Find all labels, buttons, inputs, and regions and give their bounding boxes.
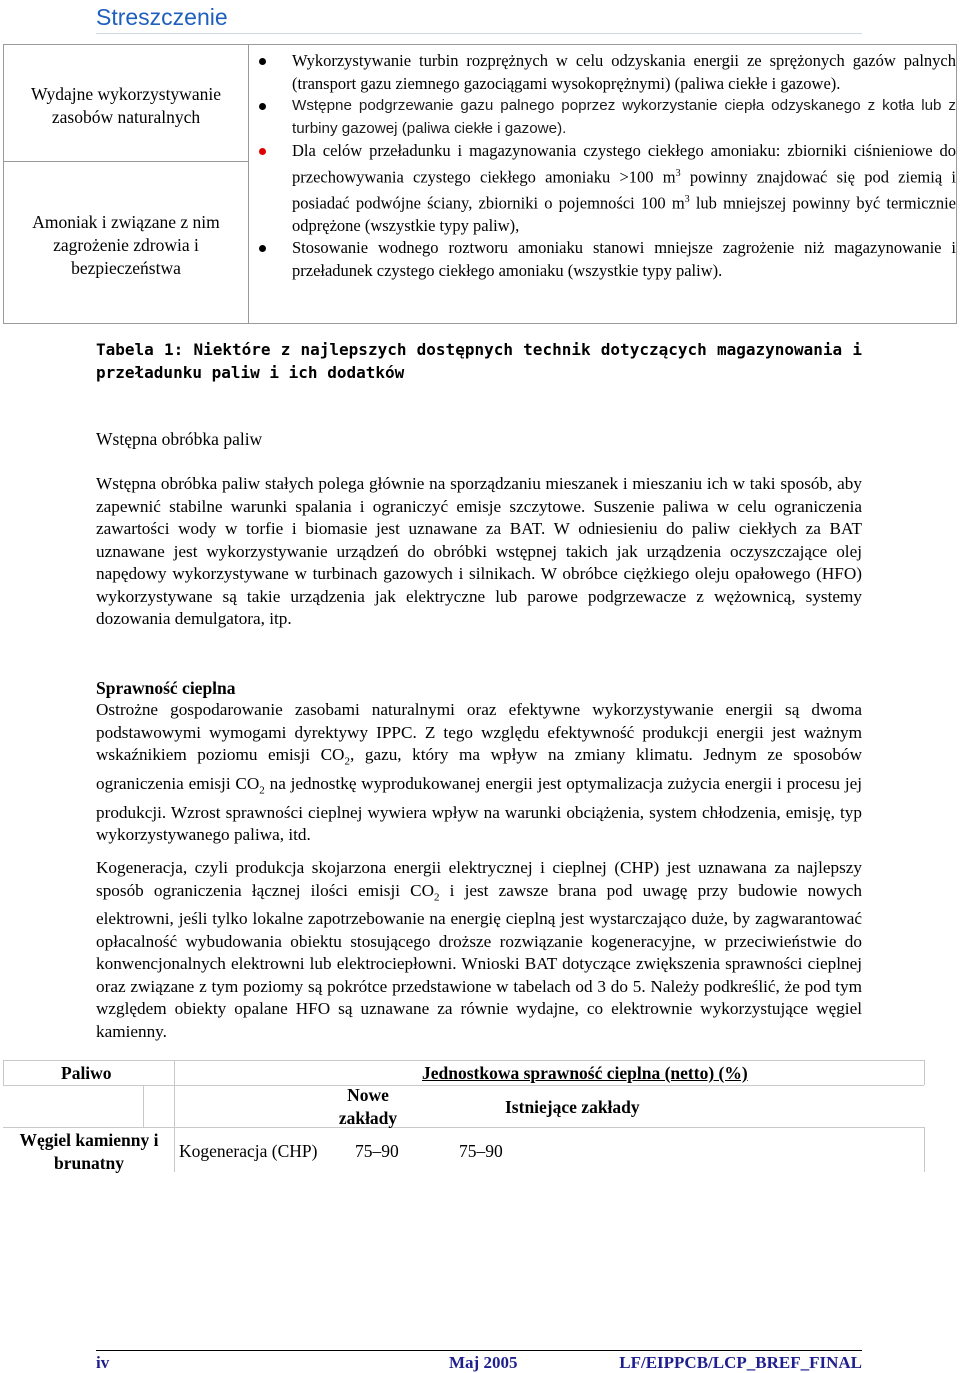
bullet-item: Wykorzystywanie turbin rozprężnych w celu odzyskania energii ze sprężonych gazów palnych (transport gazu ziemnego gazociągami wysokoprężnymi) (paliwa ciekłe i gazowe). (256, 50, 956, 95)
summary-table (3, 44, 957, 324)
table-border (3, 1060, 924, 1061)
bullet-icon (259, 245, 266, 252)
superscript: 3 (675, 167, 681, 179)
paragraph-efficiency-1: Ostrożne gospodarowanie zasobami naturalnymi oraz efektywne wykorzystywanie energii są dwoma podstawowymi wymogami dyrektywy IPPC. Z tego względu efektywność produkcji energii jest ważnym wskaźnikiem poziomu emisji $CO_2$, gazu, który ma wpływ na zmiany klimatu. Jednym ze sposobów ograniczenia emisji $CO_2$ na jednostkę wyprodukowanej energii jest optymalizacja zużycia energii i procesu jej produkcji. Wzrost sprawności cieplnej wywiera wpływ na warunki obciążenia, system chłodzenia, emisję, typ wykorzystywanego paliwa, itd. (96, 700, 863, 845)
bullet-icon (259, 58, 266, 65)
table-border (924, 1127, 925, 1172)
row-existing-value: 75–90 (459, 1141, 503, 1161)
table-border (143, 1085, 144, 1127)
section-title: Streszczenie (96, 4, 862, 34)
col-header-new: Nowe zakłady (338, 1085, 398, 1128)
table-caption: Tabela 1: Niektóre z najlepszych dostępnych technik dotyczących magazynowania i przeładunku paliw i ich dodatków (96, 340, 862, 382)
footer-doc-code: LF/EIPPCB/LCP_BREF_FINAL (619, 1353, 862, 1372)
heading-efficiency: Sprawność cieplna (96, 678, 236, 698)
bullet-list (256, 50, 956, 282)
col-header-existing: Istniejące zakłady (505, 1097, 640, 1117)
bullet-item: Stosowanie wodnego roztworu amoniaku stanowi mniejsze zagrożenie niż magazynowanie i przeładunek czystego ciekłego amoniaku (wszystkie typy paliw). (256, 237, 956, 282)
superscript: 3 (684, 193, 690, 205)
paragraph-pretreatment: Wstępna obróbka paliw stałych polega głównie na sporządzaniu mieszanek i mieszaniu ich w taki sposób, aby zapewnić stabilne warunki spalania i ograniczyć emisje szczytowe. Suszenie paliwa w celu ograniczenia zawartości wody w torfie i biomasie jest uznawane za BAT. W odniesieniu do paliw ciekłych za BAT uznawane jest wykorzystywanie urządzeń do obróbki wstępnej takich jak urządzenia oczyszczające olej napędowy wykorzystywane w turbinach gazowych i silnikach. W obróbce ciężkiego oleju opałowego (HFO) wykorzystywane są takie urządzenia jak elektryczne lub parowe podgrzewacze z wężownicą, systemy dozowania demulgatora, itp. (96, 474, 862, 628)
col-header-efficiency: Jednostkowa sprawność cieplna (netto) (%) (422, 1063, 748, 1083)
efficiency-table (3, 1060, 924, 1172)
footer-page-number: iv (96, 1353, 110, 1372)
table-divider-horizontal (4, 161, 248, 162)
col-header-fuel: Paliwo (61, 1063, 112, 1083)
bullet-icon (259, 148, 266, 155)
bullet-icon (259, 103, 266, 110)
bullet-item: Dla celów przeładunku i magazynowania czystego ciekłego amoniaku: zbiorniki ciśnieniowe do przechowywania czystego ciekłego amoniaku >100 $m^3$ powinny znajdować się pod ziemią i posiadać podwójne ściany, zbiorniki o pojemności 100 $m^3$ lub mniejszej powinny być termicznie odprężone (wszystkie typy paliw), (256, 140, 956, 237)
row-fuel-name: Węgiel kamienny i brunatny (19, 1130, 159, 1173)
heading-pretreatment: Wstępna obróbka paliw (96, 429, 263, 449)
paragraph-efficiency-2: Kogeneracja, czyli produkcja skojarzona energii elektrycznej i cieplnej (CHP) jest uznawana za najlepszy sposób ograniczenia łącznej ilości emisji $CO_2$ i jest zawsze brana pod uwagę przy budowie nowych elektrowni, jeśli tylko lokalne zapotrzebowanie na energię cieplną jest wystarczająco duże, by zagwarantować opłacalność wybudowania obiektu stosującego droższe rozwiązanie kogeneracyjne, w przeciwieństwie do konwencjonalnych elektrowni lub elektrociepłowni. Wnioski BAT dotyczące zwiększenia sprawności cieplnej oraz związane z tym poziomy są pokrótce przedstawione w tabelach od 3 do 5. Należy podkreślić, że pod tym względem obiekty opalane HFO są uznawane za równie wydajne, co elektrownie wykorzystujące węgiel kamienny. (96, 858, 862, 1041)
row-label-resources: Wydajne wykorzystywanie zasobów naturalnych (31, 84, 221, 127)
row-new-value: 75–90 (355, 1141, 399, 1161)
table-border (924, 1060, 925, 1085)
footer-date: Maj 2005 (449, 1353, 518, 1372)
row-label-ammonia: Amoniak i związane z nim zagrożenie zdrowia i bezpieczeństwa (32, 212, 220, 278)
page-footer (96, 1350, 862, 1372)
table-divider-vertical (248, 45, 249, 323)
table-border (3, 1085, 924, 1086)
row-technology: Kogeneracja (CHP) (179, 1141, 318, 1161)
bullet-item: Wstępne podgrzewanie gazu palnego poprzez wykorzystanie ciepła odzyskanego z kotła lub z turbiny gazowej (paliwa ciekłe i gazowe). (256, 95, 956, 140)
table-border (3, 1060, 4, 1085)
table-border (3, 1127, 924, 1128)
